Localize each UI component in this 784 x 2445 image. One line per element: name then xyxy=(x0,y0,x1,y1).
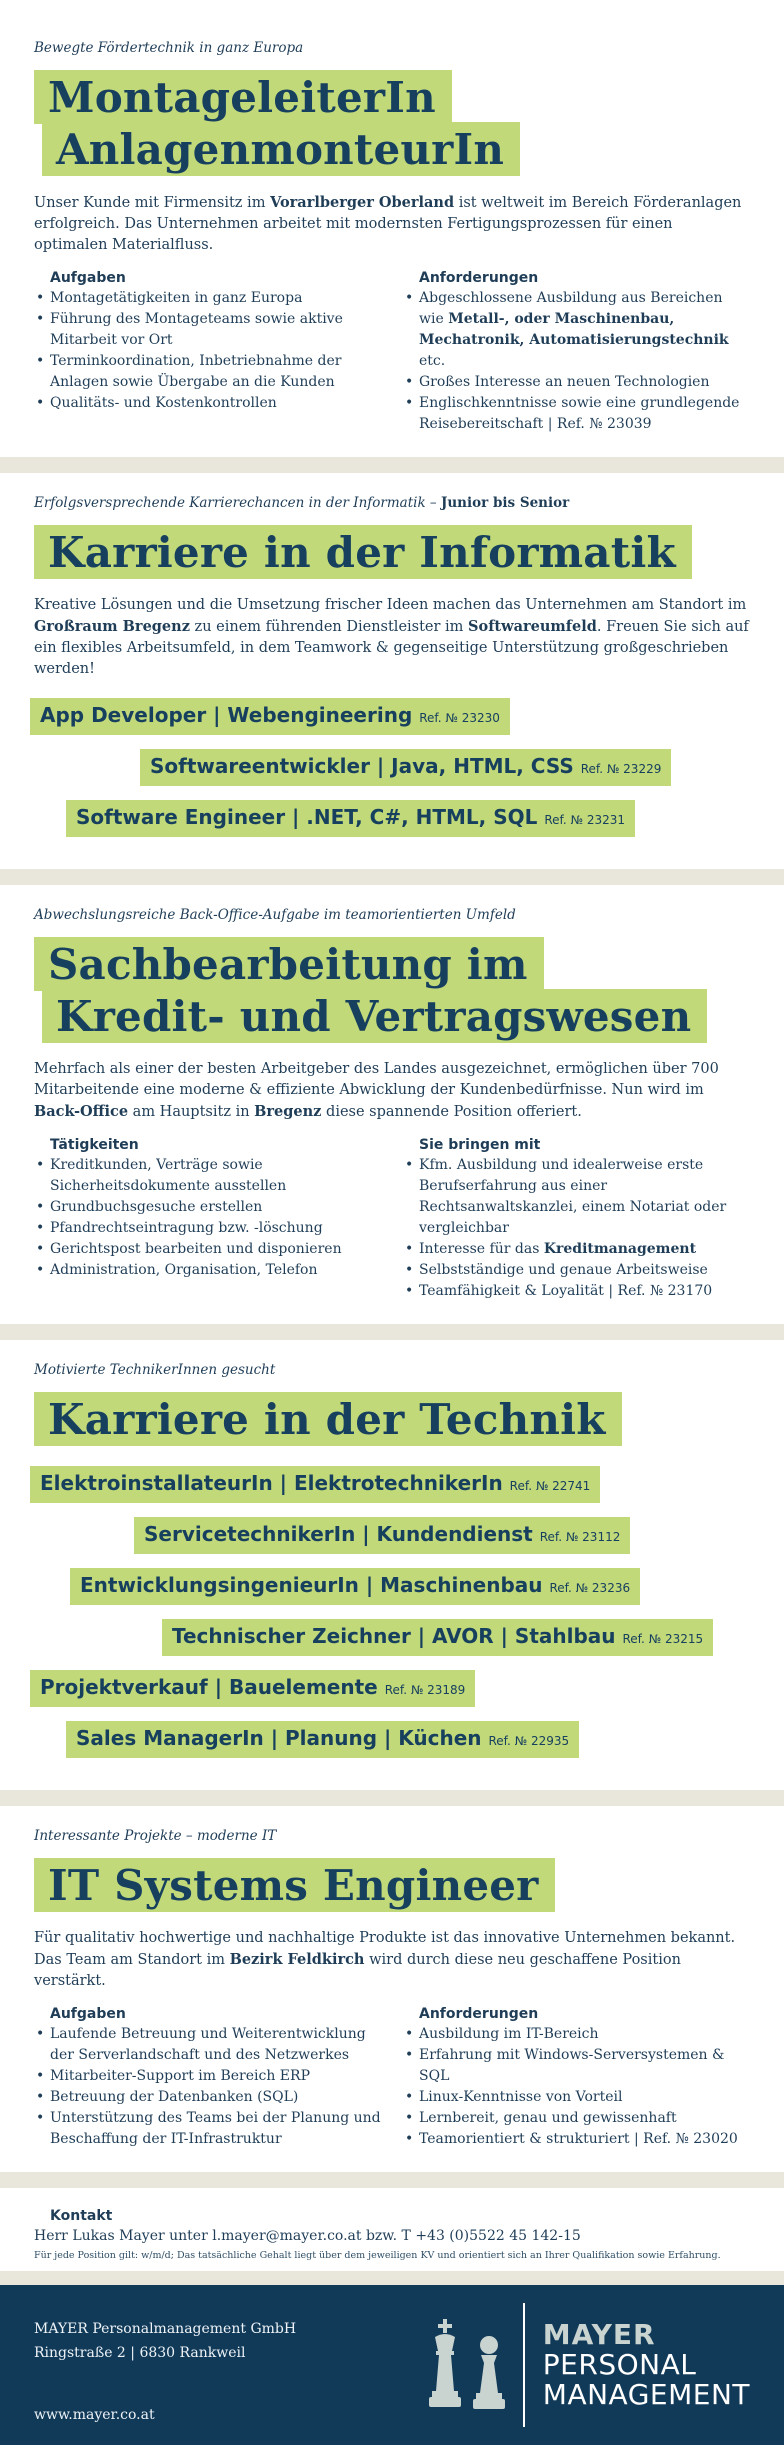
section-columns xyxy=(34,2006,750,2150)
job-ref: Ref. № 23229 xyxy=(580,762,662,776)
job-title: Softwareentwickler | Java, HTML, CSS xyxy=(150,754,574,778)
job-section-sachbearbeitung xyxy=(0,885,784,1324)
job-title: ServicetechnikerIn | Kundendienst xyxy=(144,1522,533,1546)
job-tag[interactable] xyxy=(30,698,510,735)
list-item xyxy=(403,288,750,372)
footer xyxy=(0,2285,784,2445)
section-kicker xyxy=(34,495,750,511)
list-item: • Englischkenntnisse sowie eine grundlegende Reisebereitschaft | Ref. № 23039 xyxy=(403,393,750,435)
column-heading: Aufgaben xyxy=(50,2006,126,2022)
job-tag[interactable] xyxy=(30,1466,600,1503)
title-line-1: MontageleiterIn xyxy=(34,70,452,124)
street-address: Ringstraße 2 | 6830 Rankweil xyxy=(34,2345,246,2361)
job-tag[interactable] xyxy=(70,1568,640,1605)
job-tag[interactable] xyxy=(134,1517,630,1554)
job-ref: Ref. № 23230 xyxy=(419,711,500,725)
section-intro xyxy=(34,595,750,680)
intro-text: Unser Kunde mit Firmensitz im xyxy=(34,195,271,211)
job-tag[interactable] xyxy=(66,1721,579,1758)
item-text: etc. xyxy=(419,353,446,369)
requirements-column xyxy=(403,270,750,435)
job-title: EntwicklungsingenieurIn | Maschinenbau xyxy=(80,1573,543,1597)
job-title: Projektverkauf | Bauelemente xyxy=(40,1675,378,1699)
list-item: • Unterstützung des Teams bei der Planung und Beschaffung der IT-Infrastruktur xyxy=(34,2108,381,2150)
requirements-column xyxy=(403,2006,750,2150)
list-item: • Betreuung der Datenbanken (SQL) xyxy=(34,2087,381,2108)
list-item: • Teamfähigkeit & Loyalität | Ref. № 23170 xyxy=(403,1281,750,1302)
item-text: Interesse für das xyxy=(419,1241,544,1257)
job-ref: Ref. № 22935 xyxy=(488,1734,570,1748)
list-item: • Kfm. Ausbildung und idealerweise erste Berufserfahrung aus einer Rechtsanwaltskanzlei, einem Notariat oder vergleichbar xyxy=(403,1155,750,1239)
intro-highlight: Bregenz xyxy=(254,1103,322,1120)
job-title: Technischer Zeichner | AVOR | Stahlbau xyxy=(172,1624,616,1648)
contact-heading: Kontakt xyxy=(50,2208,113,2224)
tasks-column xyxy=(34,2006,381,2150)
requirements-column xyxy=(403,1137,750,1302)
requirement-list xyxy=(403,2024,750,2150)
intro-text: Für qualitativ hochwertige und nachhaltige Produkte ist das innovative Unternehmen bekannt. Das Team am Standort im xyxy=(34,1930,736,1968)
section-kicker: Interessante Projekte – moderne IT xyxy=(34,1828,277,1844)
task-list xyxy=(34,288,381,414)
list-item: • Grundbuchsgesuche erstellen xyxy=(34,1197,381,1218)
job-tag[interactable] xyxy=(162,1619,713,1656)
column-heading: Aufgaben xyxy=(50,270,126,286)
column-heading: Anforderungen xyxy=(419,2006,539,2022)
intro-text: zu einem führenden Dienstleister im xyxy=(189,619,469,635)
item-text: Abgeschlossene Ausbildung aus Bereichen wie xyxy=(419,290,723,327)
brand-word-3: MANAGEMENT xyxy=(542,2378,750,2411)
tasks-column xyxy=(34,1137,381,1302)
list-item: • Selbstständige und genaue Arbeitsweise xyxy=(403,1260,750,1281)
brand-divider xyxy=(523,2303,525,2427)
intro-text: wird durch diese neu geschaffene Position verstärkt. xyxy=(34,1952,681,1989)
list-item: • Erfahrung mit Windows-Serversystemen & SQL xyxy=(403,2045,750,2087)
list-item: • Großes Interesse an neuen Technologien xyxy=(403,372,750,393)
title-line-1: Karriere in der Informatik xyxy=(34,525,692,579)
requirement-list xyxy=(403,1155,750,1302)
intro-highlight: Bezirk Feldkirch xyxy=(229,1951,365,1968)
brand-logo xyxy=(425,2303,750,2427)
list-item: • Terminkoordination, Inbetriebnahme der Anlagen sowie Übergabe an die Kunden xyxy=(34,351,381,393)
brand-wordmark xyxy=(543,2320,750,2410)
list-item: • Ausbildung im IT-Bereich xyxy=(403,2024,750,2045)
contact-section xyxy=(0,2188,784,2271)
list-item: • Laufende Betreuung und Weiterentwicklung der Serverlandschaft und des Netzwerkes xyxy=(34,2024,381,2066)
section-kicker: Abwechslungsreiche Back-Office-Aufgabe im teamorientierten Umfeld xyxy=(34,907,516,923)
column-heading: Anforderungen xyxy=(419,270,539,286)
job-title: Sales ManagerIn | Planung | Küchen xyxy=(76,1726,482,1750)
intro-text: am Hauptsitz in xyxy=(128,1104,255,1120)
job-title: Software Engineer | .NET, C#, HTML, SQL xyxy=(76,805,538,829)
brand-word-2: PERSONAL xyxy=(542,2348,697,2381)
pawn-icon xyxy=(469,2333,509,2413)
job-ref: Ref. № 23231 xyxy=(544,813,625,827)
job-ref: Ref. № 22741 xyxy=(509,1479,591,1493)
intro-text: Kreative Lösungen und die Umsetzung frischer Ideen machen das Unternehmen am Standort im xyxy=(34,597,747,613)
intro-text: diese spannende Position offeriert. xyxy=(321,1104,582,1120)
kicker-text: Erfolgsversprechende Karrierechancen in der Informatik – xyxy=(34,495,441,511)
section-title xyxy=(34,1858,750,1912)
column-heading: Tätigkeiten xyxy=(50,1137,139,1153)
job-ref: Ref. № 23189 xyxy=(384,1683,466,1697)
list-item: • Montagetätigkeiten in ganz Europa xyxy=(34,288,381,309)
list-item: • Mitarbeiter-Support im Bereich ERP xyxy=(34,2066,381,2087)
job-section-technik xyxy=(0,1340,784,1790)
list-item: • Lernbereit, genau und gewissenhaft xyxy=(403,2108,750,2129)
title-line-2: Kredit- und Vertragswesen xyxy=(42,989,707,1043)
fine-print: Für jede Position gilt: w/m/d; Das tatsächliche Gehalt liegt über dem jeweiligen KV und orientiert sich an Ihrer Qualifikation sowie Erfahrung. xyxy=(34,2250,721,2261)
section-intro xyxy=(34,1059,750,1123)
intro-highlight: Großraum Bregenz xyxy=(34,618,190,635)
section-title xyxy=(34,525,750,579)
list-item: • Führung des Montageteams sowie aktive Mitarbeit vor Ort xyxy=(34,309,381,351)
job-title: App Developer | Webengineering xyxy=(40,703,413,727)
job-ref: Ref. № 23215 xyxy=(622,1632,704,1646)
section-title xyxy=(34,70,750,176)
task-list xyxy=(34,1155,381,1281)
title-line-1: Sachbearbeitung im xyxy=(34,937,544,991)
column-heading: Sie bringen mit xyxy=(419,1137,541,1153)
job-section-informatik xyxy=(0,473,784,869)
title-line-2: AnlagenmonteurIn xyxy=(42,122,520,176)
item-highlight: Kreditmanagement xyxy=(543,1241,697,1257)
job-section-montage xyxy=(0,0,784,457)
list-item: • Administration, Organisation, Telefon xyxy=(34,1260,381,1281)
section-columns xyxy=(34,270,750,435)
section-kicker: Motivierte TechnikerInnen gesucht xyxy=(34,1362,276,1378)
item-highlight: Metall-, oder Maschinenbau, Mechatronik, Automatisierungstechnik xyxy=(419,311,729,348)
list-item: • Teamorientiert & strukturiert | Ref. № 23020 xyxy=(403,2129,750,2150)
king-icon xyxy=(425,2317,465,2413)
chess-pieces-icon xyxy=(425,2317,509,2413)
tasks-column xyxy=(34,270,381,435)
job-ref: Ref. № 23236 xyxy=(549,1581,631,1595)
website-link[interactable]: www.mayer.co.at xyxy=(34,2407,155,2423)
intro-text: ist weltweit im Bereich Förderanlagen erfolgreich. Das Unternehmen arbeitet mit modernsten Fertigungsprozessen für einen optimalen Materialfluss. xyxy=(34,195,742,253)
title-line-1: IT Systems Engineer xyxy=(34,1858,555,1912)
requirement-list xyxy=(403,288,750,435)
section-kicker: Bewegte Fördertechnik in ganz Europa xyxy=(34,40,304,56)
job-title: ElektroinstallateurIn | ElektrotechnikerIn xyxy=(40,1471,503,1495)
section-intro xyxy=(34,192,750,256)
list-item: • Linux-Kenntnisse von Vorteil xyxy=(403,2087,750,2108)
company-name: MAYER Personalmanagement GmbH xyxy=(34,2321,297,2337)
kicker-highlight: Junior bis Senior xyxy=(440,495,570,511)
intro-highlight: Softwareumfeld xyxy=(468,618,597,635)
job-ref: Ref. № 23112 xyxy=(539,1530,621,1544)
list-item: • Qualitäts- und Kostenkontrollen xyxy=(34,393,381,414)
section-title xyxy=(34,1392,750,1446)
list-item: • Kreditkunden, Verträge sowie Sicherheitsdokumente ausstellen xyxy=(34,1155,381,1197)
intro-text: . Freuen Sie sich auf ein flexibles Arbeitsumfeld, in dem Teamwork & gegenseitige Unterstützung großgeschrieben werden! xyxy=(34,619,749,677)
list-item xyxy=(403,1239,750,1260)
contact-line[interactable]: Herr Lukas Mayer unter l.mayer@mayer.co.at bzw. T +43 (0)5522 45 142-15 xyxy=(34,2228,581,2244)
list-item: • Pfandrechtseintragung bzw. -löschung xyxy=(34,1218,381,1239)
intro-highlight: Back-Office xyxy=(34,1103,129,1120)
section-intro xyxy=(34,1928,750,1992)
section-title xyxy=(34,937,750,1043)
brand-word-1: MAYER xyxy=(542,2318,656,2351)
title-line-1: Karriere in der Technik xyxy=(34,1392,622,1446)
task-list xyxy=(34,2024,381,2150)
job-tag[interactable] xyxy=(30,1670,475,1707)
job-tag[interactable] xyxy=(140,749,671,786)
job-tag[interactable] xyxy=(66,800,635,837)
intro-highlight: Vorarlberger Oberland xyxy=(270,194,455,211)
job-section-it-systems xyxy=(0,1806,784,2172)
intro-text: Mehrfach als einer der besten Arbeitgeber des Landes ausgezeichnet, ermöglichen über 700 Mitarbeitende eine moderne & effiziente Abwicklung der Kundenbedürfnisse. Nun wird im xyxy=(34,1061,719,1098)
list-item: • Gerichtspost bearbeiten und disponieren xyxy=(34,1239,381,1260)
section-columns xyxy=(34,1137,750,1302)
